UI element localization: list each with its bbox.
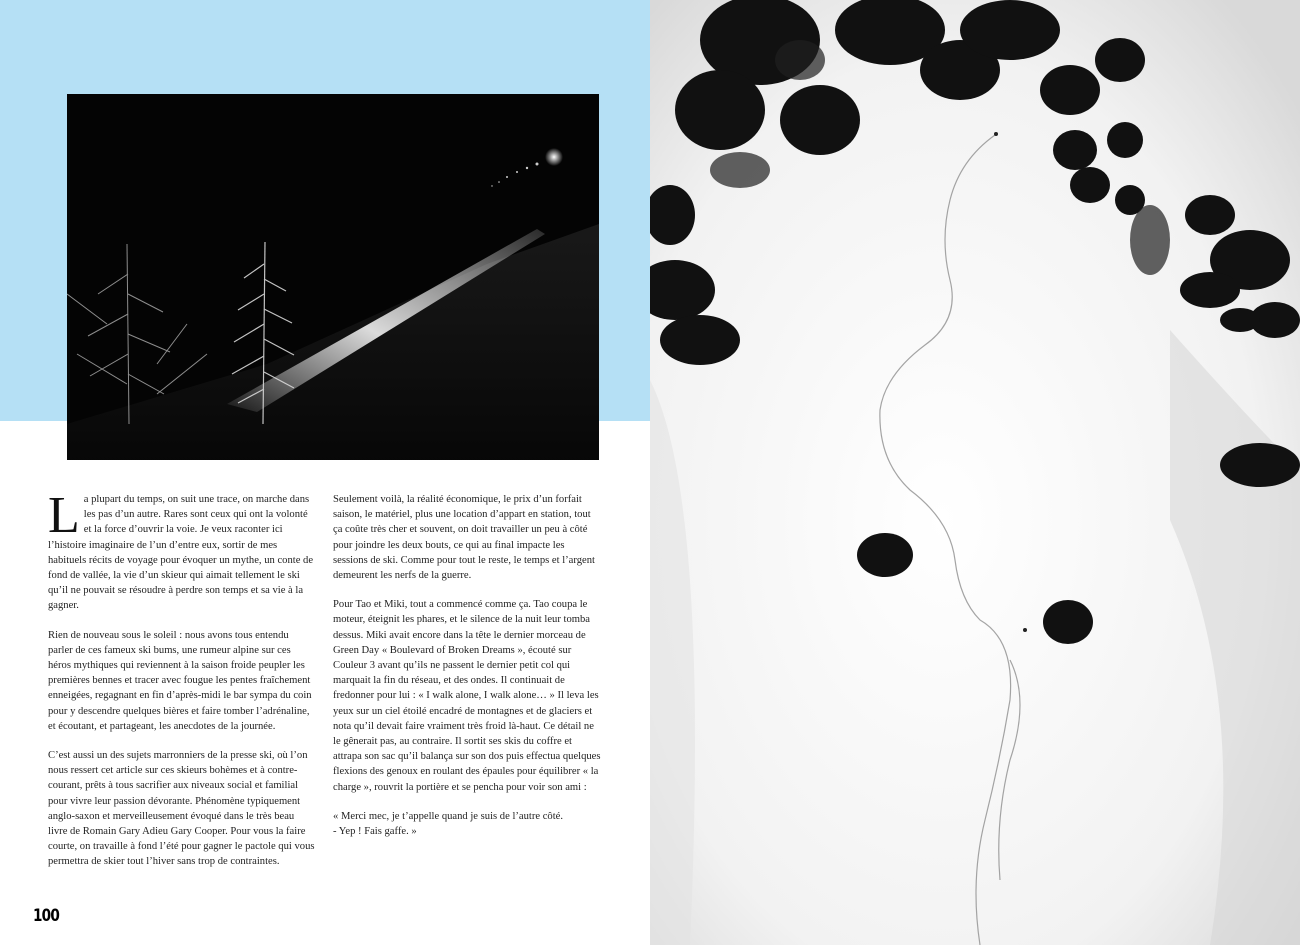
article-column-2 [333,492,601,839]
night-skier-headlamp-photo [67,94,599,460]
article-paragraph: Pour Tao et Miki, tout a commencé comme ça. Tao coupa le moteur, éteignit les phares, et le silence de la nuit leur tomba dessus. Miki avait encore dans la tête le dernier morceau de Green Day « Boulevard of Broken Dreams », écouté sur Couleur 3 avant qu’ils ne passent le dernier petit col qui marquait la fin du réseau, et des ondes. Il continuait de fredonner pour lui : « I walk alone, I walk alone… » Il leva les yeux sur un ciel étoilé encadré de montagnes et de glaciers et nota qu’il devait faire vraiment très froid là-haut. Ce détail ne le gênerait pas, au contraire. Il sortit ses skis du coffre et attrapa son sac qu’il balança sur son dos puis effectua quelques flexions des genoux en roulant des épaules pour équilibrer « la charge », rouvrit la portière et se pencha pour voir son ami : [333,599,601,793]
night-photo [67,94,599,460]
article-paragraph: C’est aussi un des sujets marronniers de la presse ski, où l’on nous ressert cet article sur ces skieurs bohèmes et à contre-courant, prêts à tous sacrifier aux niveaux social et familial pour vivre leur passion dévorante. Phénomène typiquement anglo-saxon et merveilleusement évoqué dans le très beau livre de Romain Gary Adieu Gary Cooper. Pour vous la faire courte, on travaille à fond l’été pour gagner le pactole qui vous permettra de skier tout l’hiver sans trop de contraintes. [48,750,315,868]
article-paragraph [48,487,316,614]
aerial-photo [650,0,1300,945]
drop-cap: L [48,487,80,544]
dialogue-line: - Yep ! Fais gaffe. » [333,826,417,838]
page-number: 100 [33,906,59,926]
dialogue-line: « Merci mec, je t’appelle quand je suis de l’autre côté. [333,810,564,822]
article-paragraph: Rien de nouveau sous le soleil : nous avons tous entendu parler de ces fameux ski bums, une rumeur alpine sur ces héros mythiques qui reviennent à la saison froide peupler les premières bennes et tracer avec fougue les pentes fraîchement enneigées, regagnant en fin d’après-midi le bar sympa du coin pour y descendre quelques bières et faire tomber l’adrénaline, et écoutant, et partageant, les anecdotes de la journée. [48,629,312,732]
article-column-1 [48,487,316,884]
paragraph-text: a plupart du temps, on suit une trace, on marche dans les pas d’un autre. Rares sont ceux qui ont la volonté et la force d’ouvrir la voie. Je veux raconter ici l’histoire imaginaire de l’un d’entre eux, sortir de mes habituels récits de voyage pour évoquer un mythe, un conte de fond de vallée, la vie d’un skieur qui aimait tellement le ski qu’il ne pouvait se résoudre à perdre son temps et sa vie à la gagner. [48,494,314,612]
aerial-snow-slope-photo [650,0,1300,945]
article-paragraph: Seulement voilà, la réalité économique, le prix d’un forfait saison, le matériel, plus une location d’appart en station, tout ça coûte très cher et souvent, on doit travailler un peu à côté pour joindre les deux bouts, ce qui au final impacte les sessions de ski. Comme pour tout le reste, le temps et l’argent demeurent les nerfs de la guerre. [333,494,595,582]
